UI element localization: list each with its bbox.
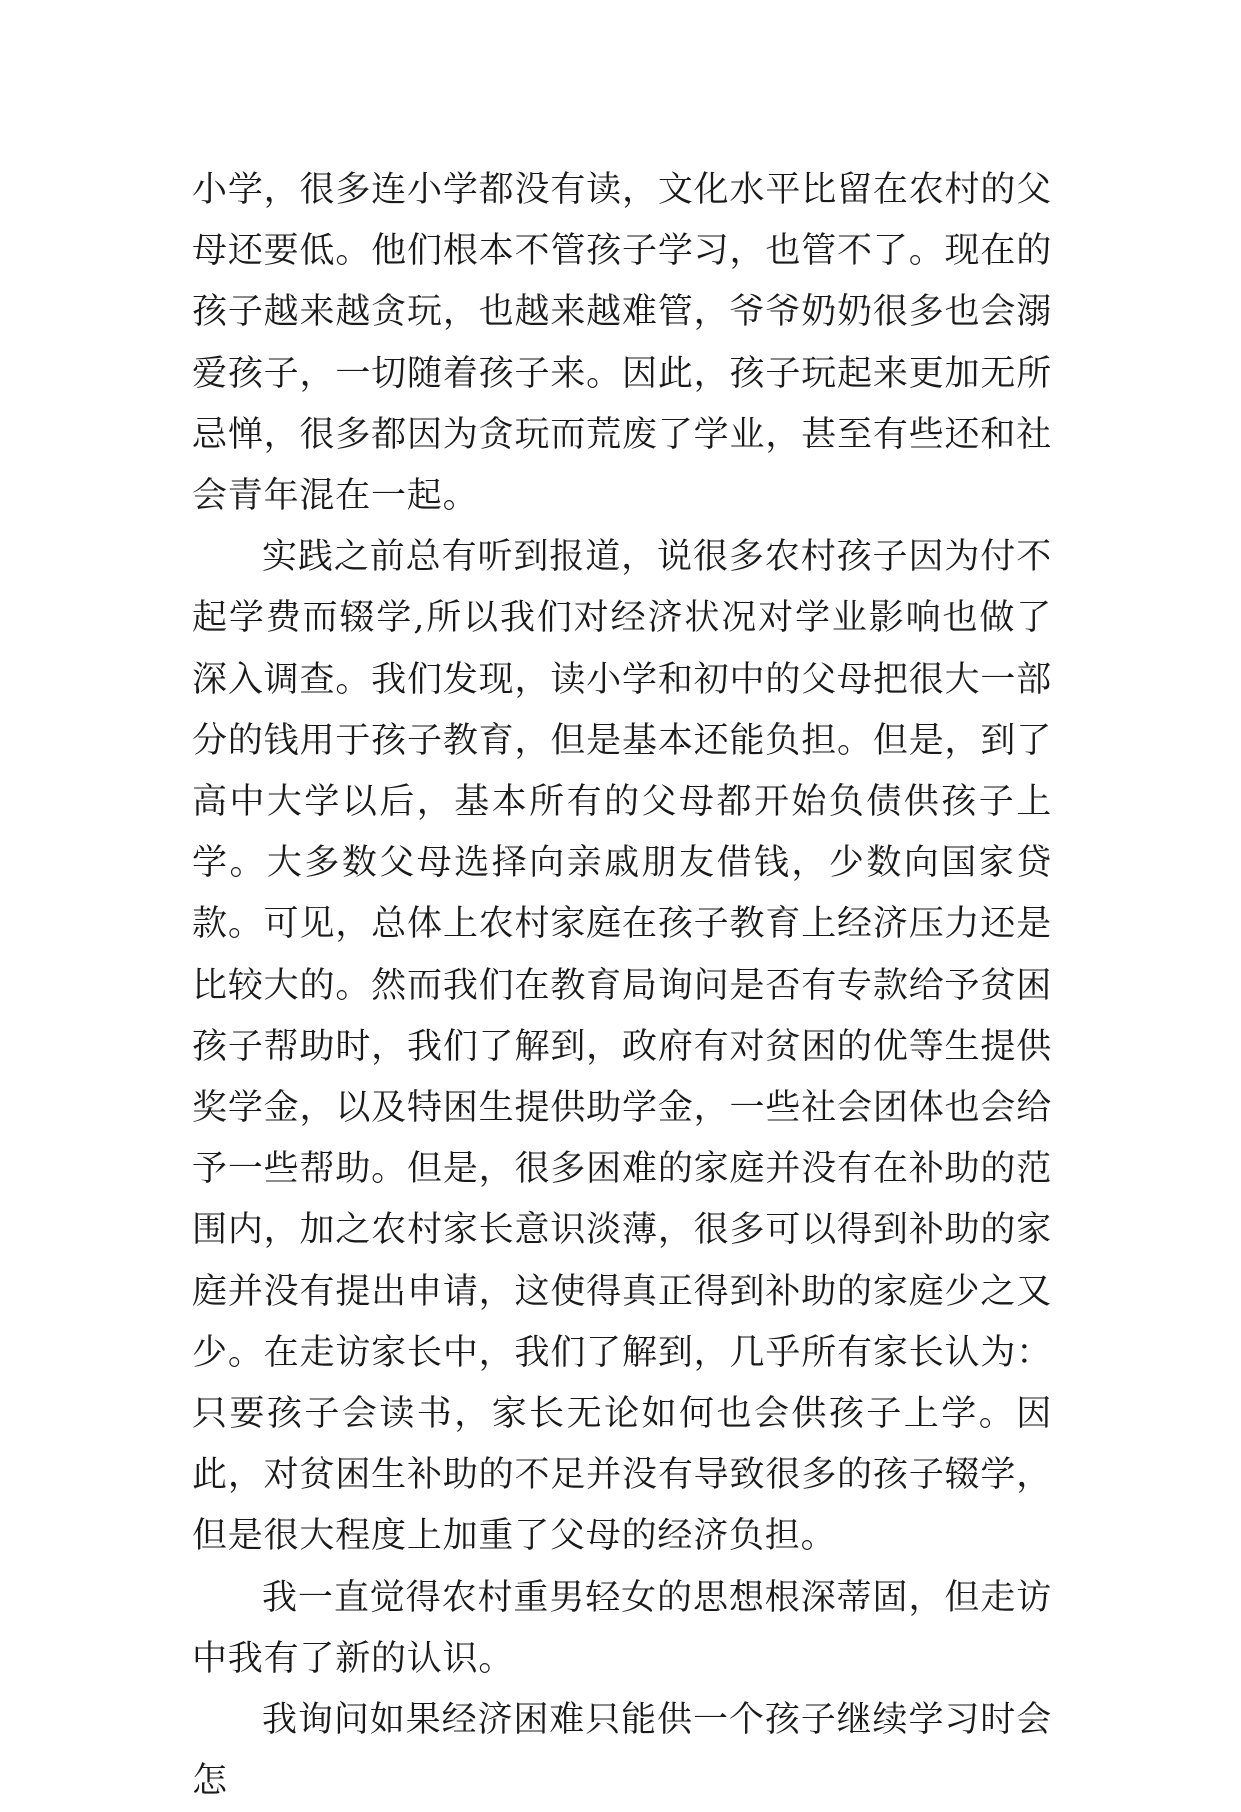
paragraph-tuition-survey: 实践之前总有听到报道，说很多农村孩子因为付不起学费而辍学,所以我们对经济状况对学业影响也做了深入调查。我们发现，读小学和初中的父母把很大一部分的钱用于孩子教育，但是基本还能负担。但是，到了高中大学以后，基本所有的父母都开始负债供孩子上学。大多数父母选择向亲戚朋友借钱，少数向国家贷款。可见，总体上农村家庭在孩子教育上经济压力还是比较大的。然而我们在教育局询问是否有专款给予贫困孩子帮助时，我们了解到，政府有对贫困的优等生提供奖学金，以及特困生提供助学金，一些社会团体也会给予一些帮助。但是，很多困难的家庭并没有在补助的范围内，加之农村家长意识淡薄，很多可以得到补助的家庭并没有提出申请，这使得真正得到补助的家庭少之又少。在走访家长中，我们了解到，几乎所有家长认为：只要孩子会读书，家长无论如何也会供孩子上学。因此，对贫困生补助的不足并没有导致很多的孩子辍学，但是很大程度上加重了父母的经济负担。 — [192, 537, 1052, 1557]
paragraph-gender-views: 我一直觉得农村重男轻女的思想根深蒂固，但走访中我有了新的认识。 — [192, 1577, 1052, 1679]
paragraph-continuation: 小学，很多连小学都没有读，文化水平比留在农村的父母还要低。他们根本不管孩子学习，也管不了。现在的孩子越来越贪玩，也越来越难管，爷爷奶奶很多也会溺爱孩子，一切随着孩子来。因此，孩子玩起来更加无所忌惮，很多都因为贪玩而荒废了学业，甚至有些还和社会青年混在一起。 — [192, 170, 1052, 517]
paragraph-question: 我询问如果经济困难只能供一个孩子继续学习时会怎 — [192, 1700, 1052, 1802]
body-text — [192, 160, 1052, 1812]
